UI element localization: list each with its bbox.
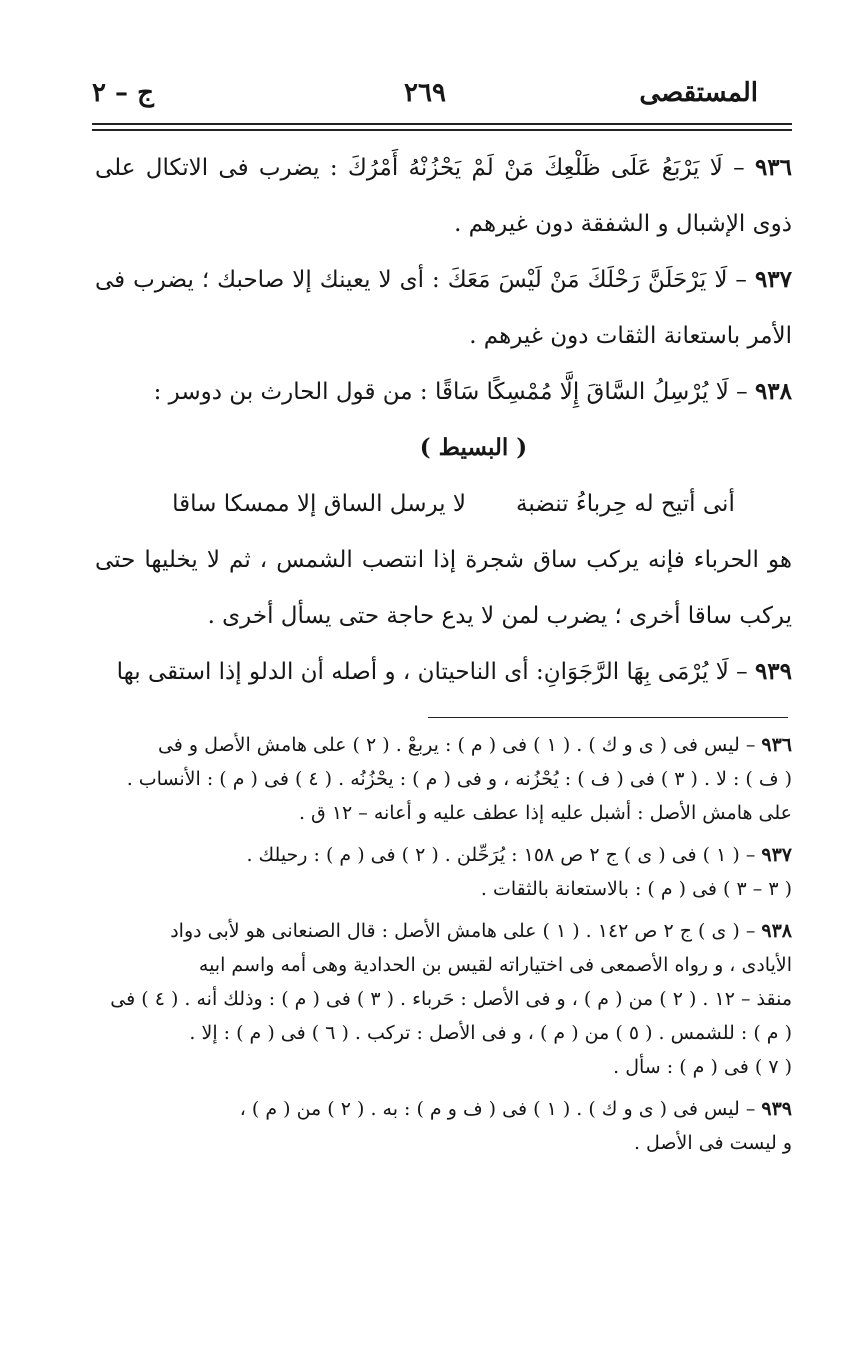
entry-number: ٩٣٧ xyxy=(754,266,792,293)
entry-text: – لَا يُرْسِلُ السَّاقَ إِلَّا مُمْسِكًا سَاقًا : من قول الحارث بن دوسر : xyxy=(153,379,748,405)
footnote-938 xyxy=(102,914,792,1084)
entry-number: ٩٣٩ xyxy=(754,658,792,685)
footnote-936 xyxy=(102,728,792,830)
footnote-937 xyxy=(102,838,792,906)
verse-second-hemistich: لا يرسل الساق إلا ممسكا ساقا xyxy=(172,491,467,517)
footnote-line: – ليس فى ( ى و ك ) . ( ١ ) فى ( م ) : يربعْ . ( ٢ ) على هامش الأصل و فى xyxy=(157,734,756,756)
footnote-line: ( ف ) : لا . ( ٣ ) فى ( ف ) : يُحْزُنه ، و فى ( م ) : يحْزُنُه . ( ٤ ) فى ( م ) : الأنساب . xyxy=(126,768,792,790)
entry-937 xyxy=(95,252,792,364)
book-title: المستقصى xyxy=(639,78,758,108)
entry-text: – لَا يُرْمَى بِهَا الرَّجَوَانِ: أى الناحيتان ، و أصله أن الدلو إذا استقى بها xyxy=(116,659,748,685)
footnote-line: ( م ) : للشمس . ( ٥ ) من ( م ) ، و فى الأصل : تركب . ( ٦ ) فى ( م ) : إلا . xyxy=(189,1022,792,1044)
entry-number: ٩٣٦ xyxy=(754,154,792,181)
entry-939 xyxy=(95,644,792,700)
footnote-number: ٩٣٨ xyxy=(761,920,792,942)
footnote-line: – ليس فى ( ى و ك ) . ( ١ ) فى ( ف و م ) : به . ( ٢ ) من ( م ) ، xyxy=(239,1098,756,1120)
footnote-number: ٩٣٧ xyxy=(761,844,792,866)
footnote-line: ( ٧ ) فى ( م ) : سأل . xyxy=(613,1056,792,1078)
footnote-line: – ( ى ) ج ٢ ص ١٤٢ . ( ١ ) على هامش الأصل : قال الصنعانى هو لأبى دواد xyxy=(170,920,756,942)
footnote-separator xyxy=(428,717,788,718)
footnote-line: و ليست فى الأصل . xyxy=(633,1132,792,1154)
verse-first-hemistich: أنى أتيح له حِرباءُ تنضبة xyxy=(516,491,735,517)
main-text xyxy=(95,140,792,700)
entry-number: ٩٣٨ xyxy=(754,378,792,405)
footnotes xyxy=(102,728,792,1168)
entry-text: – لَا يَرْبَعُ عَلَى ظَلْعِكَ مَنْ لَمْ يَحْزُنْهُ أَمْرُكَ : يضرب فى الاتكال على ذوى الإشبال و الشفقة دون غيرهم . xyxy=(95,155,792,237)
footnote-line: منقذ – ١٢ . ( ٢ ) من ( م ) ، و فى الأصل : حَرباء . ( ٣ ) فى ( م ) : وذلك أنه . ( ٤ ) فى xyxy=(110,988,792,1010)
verse-line xyxy=(95,476,792,532)
verse-commentary: هو الحرباء فإنه يركب ساق شجرة إذا انتصب الشمس ، ثم لا يخليها حتى يركب ساقا أخرى ؛ يضرب لمن لا يدع حاجة حتى يسأل أخرى . xyxy=(95,547,792,629)
page-header xyxy=(92,78,758,118)
page-number: ٢٦٩ xyxy=(404,78,446,108)
footnote-number: ٩٣٦ xyxy=(761,734,792,756)
entry-text: – لَا يَرْحَلَنَّ رَحْلَكَ مَنْ لَيْسَ مَعَكَ : أى لا يعينك إلا صاحبك ؛ يضرب فى الأمر باستعانة الثقات دون غيرهم . xyxy=(95,267,792,349)
footnote-line: على هامش الأصل : أشبل عليه إذا عطف عليه و أعانه – ١٢ ق . xyxy=(298,802,792,824)
volume-label: ج – ٢ xyxy=(92,78,154,108)
footnote-939 xyxy=(102,1092,792,1160)
footnote-line: – ( ١ ) فى ( ى ) ج ٢ ص ١٥٨ : يُرَحِّلن . ( ٢ ) فى ( م ) : رحيلك . xyxy=(246,844,756,866)
entry-938 xyxy=(95,364,792,420)
footnote-number: ٩٣٩ xyxy=(761,1098,792,1120)
footnote-line: ( ٣ – ٣ ) فى ( م ) : بالاستعانة بالثقات . xyxy=(480,878,792,900)
entry-936 xyxy=(95,140,792,252)
header-double-rule xyxy=(92,123,792,131)
footnote-line: الأيادى ، و رواه الأصمعى فى اختياراته لقيس بن الحدادية وهى أمه واسم ابيه xyxy=(198,954,792,976)
poetic-meter: ( البسيط ) xyxy=(419,434,528,461)
